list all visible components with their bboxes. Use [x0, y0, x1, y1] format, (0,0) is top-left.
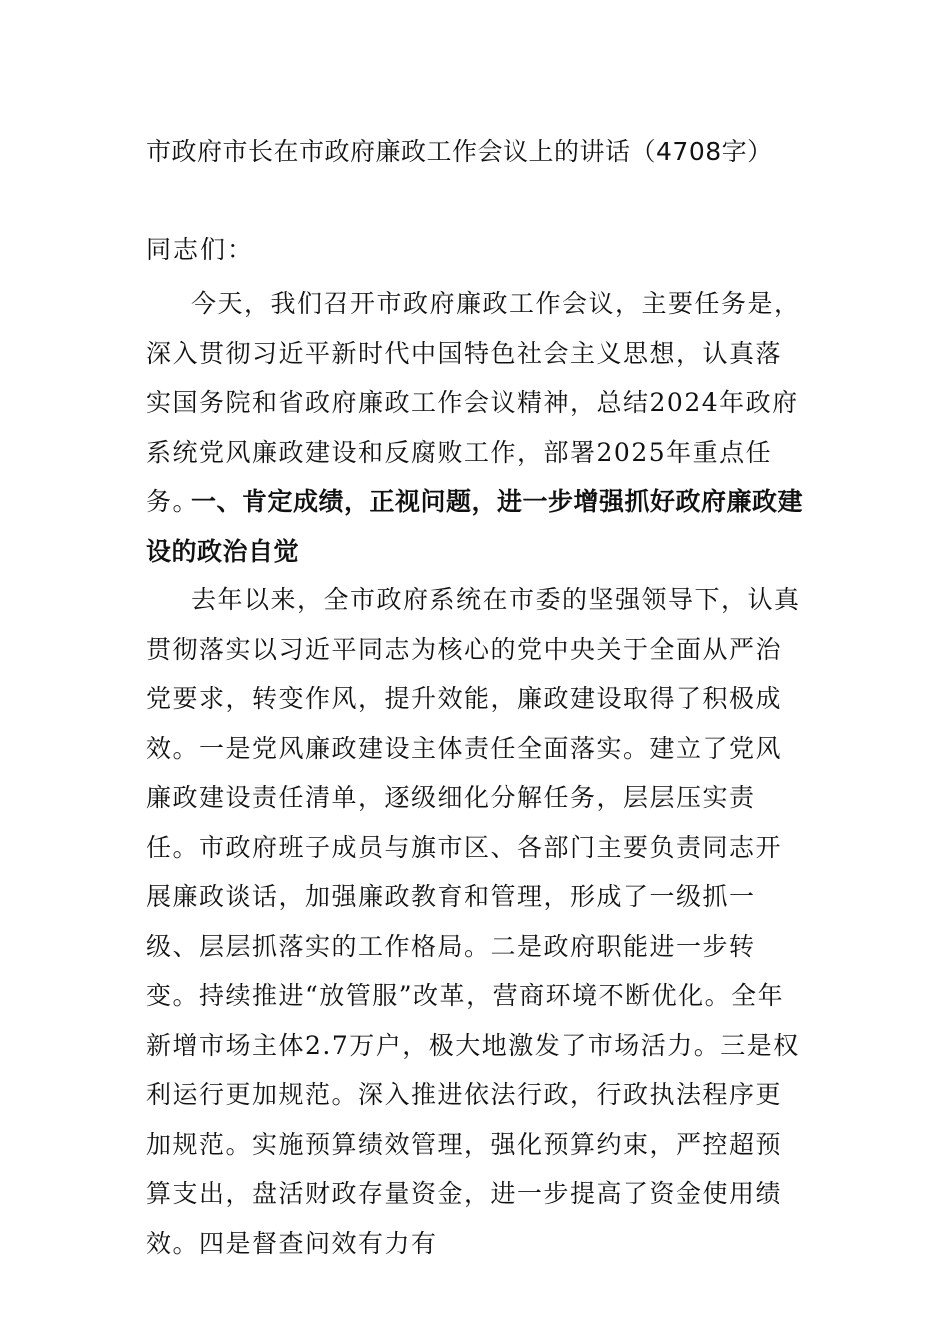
section-body-paragraph: 去年以来，全市政府系统在市委的坚强领导下，认真贯彻落实以习近平同志为核心的党中央关于全面从严治党要求，转变作风，提升效能，廉政建设取得了积极成效。一是党风廉政建设主体责任全面落实。建立了党风廉政建设责任清单，逐级细化分解任务，层层压实责任。市政府班子成员与旗市区、各部门主要负责同志开展廉政谈话，加强廉政教育和管理，形成了一级抓一级、层层抓落实的工作格局。二是政府职能进一步转变。持续推进“放管服”改革，营商环境不断优化。全年新增市场主体2.7万户，极大地激发了市场活力。三是权利运行更加规范。深入推进依法行政，行政执法程序更加规范。实施预算绩效管理，强化预算约束，严控超预算支出，盘活财政存量资金，进一步提高了资金使用绩效。四是督查问效有力有 [146, 585, 801, 1258]
salutation: 同志们： [146, 235, 255, 264]
intro-paragraph: 今天，我们召开市政府廉政工作会议，主要任务是，深入贯彻习近平新时代中国特色社会主义思想，认真落实国务院和省政府廉政工作会议精神，总结2024年政府系统党风廉政建设和反腐败工作，部署2025年重点任务。 [146, 289, 801, 516]
document-title: 市政府市长在市政府廉政工作会议上的讲话（4708字） [146, 137, 773, 166]
section-heading: 一、肯定成绩，正视问题，进一步增强抓好政府廉政建设的政治自觉 [146, 487, 804, 566]
